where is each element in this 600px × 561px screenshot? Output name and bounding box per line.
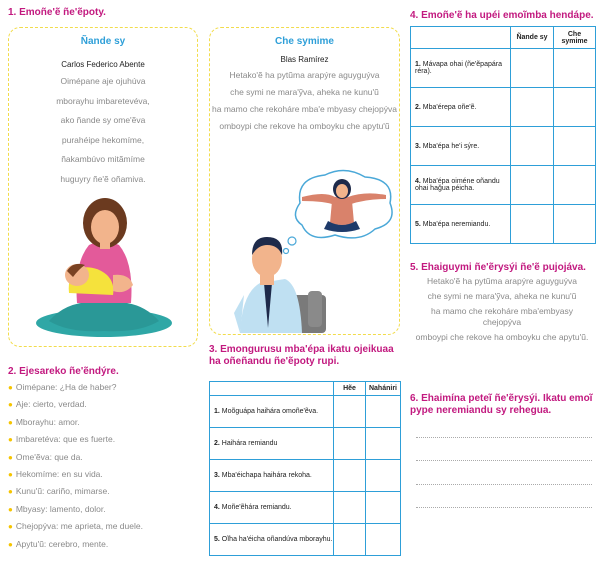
section2-title: 2. Ejesareko ñe'ẽndýre.: [8, 366, 119, 377]
row-number: 5.: [415, 220, 421, 228]
bullet-icon: ●: [8, 504, 13, 514]
section4-table: [410, 26, 596, 244]
glossary-text: Oimépane: ¿Ha de haber?: [15, 382, 117, 392]
row-text: Mba'érepa oñe'ẽ.: [422, 103, 477, 111]
glossary-text: Chejopýva: me aprieta, me duele.: [15, 521, 143, 532]
answer-cell[interactable]: [511, 205, 554, 244]
writing-line[interactable]: [416, 484, 592, 485]
glossary-item: [8, 503, 198, 520]
glossary-text: Mborayhu: amor.: [15, 416, 80, 427]
row-number: 4.: [415, 178, 421, 185]
table-row-label: [411, 49, 511, 88]
glossary-item: [8, 485, 198, 502]
row-text: Oĩha ha'éicha oñandúva mborayhu.: [221, 536, 333, 543]
row-number: 3.: [214, 472, 220, 479]
answer-cell[interactable]: [334, 396, 366, 428]
table-header: Che symime: [554, 27, 596, 49]
section1-title: 1. Emoñe'ẽ ñe'ẽpoty.: [8, 7, 106, 18]
poem1-line: ako ñande sy ome'ẽva: [60, 115, 146, 126]
section5-lines: [412, 276, 592, 347]
answer-cell[interactable]: [511, 166, 554, 205]
glossary-item: [8, 468, 198, 485]
poem1-title: Ñande sy: [80, 36, 126, 47]
table-row-label: [210, 396, 334, 428]
table-row-label: [411, 127, 511, 166]
poem1-line: huguyry ñe'ẽ oñamiva.: [60, 173, 146, 184]
answer-cell[interactable]: [366, 460, 401, 492]
answer-cell[interactable]: [511, 127, 554, 166]
poem2-lines: [210, 70, 399, 138]
table-row-label: [210, 428, 334, 460]
glossary-item: [8, 398, 198, 415]
poem1-lines: [13, 76, 193, 194]
poem2-author: Blas Ramírez: [280, 55, 329, 64]
section4-title: 4. Emoñe'ẽ ha upéi emoĩmba hendápe.: [410, 10, 594, 21]
table-row-label: [411, 205, 511, 244]
section5-line: Hetako'ẽ ha pytũma arapýre aguyguýva: [427, 276, 577, 286]
table-row-label: [210, 524, 334, 556]
glossary-item: [8, 538, 198, 555]
table-row-label: [210, 460, 334, 492]
table-row-label: [411, 88, 511, 127]
writing-line[interactable]: [416, 437, 592, 438]
poem2-line: ha mamo che rekoháre mba'e mbyasy chejopýva: [212, 104, 397, 114]
section3-title: 3. Emongurusu mba'épa ikatu ojeikuaa ha oñeñandu ñe'ẽpoty rupi.: [209, 344, 394, 367]
poem2-line: Hetako'ẽ ha pytũma arapýre aguyguýva: [229, 70, 380, 80]
section6-title: 6. Ehaimína peteĩ ñe'ẽrysýi. Ikatu emoĩ pype neremiandu sy rehegua.: [410, 393, 593, 416]
glossary-text: Aje: cierto, verdad.: [15, 399, 87, 410]
bullet-icon: ●: [8, 539, 13, 549]
poem1-card: [8, 27, 198, 347]
glossary-text: Imbaretéva: que es fuerte.: [15, 434, 116, 445]
bullet-icon: ●: [8, 383, 13, 392]
answer-cell[interactable]: [366, 492, 401, 524]
glossary-item: [8, 451, 198, 468]
table-row-label: [411, 166, 511, 205]
row-number: 2.: [214, 440, 220, 447]
glossary-item: [8, 433, 198, 450]
glossary-text: Hekomíme: en su vida.: [15, 468, 103, 479]
row-text: Mba'épa neremiandu.: [422, 220, 491, 228]
poem1-line: purahéipe hekomíme,: [61, 134, 145, 145]
glossary-text: Apytu'ũ: cerebro, mente.: [15, 538, 109, 549]
answer-cell[interactable]: [511, 88, 554, 127]
poem2-line: che symi ne mara'ỹva, aheka ne kunu'ũ: [230, 87, 379, 97]
answer-cell[interactable]: [554, 88, 596, 127]
glossary-list: [8, 381, 198, 555]
answer-cell[interactable]: [334, 492, 366, 524]
table-header: Nahániri: [366, 382, 401, 396]
bullet-icon: ●: [8, 522, 13, 532]
bullet-icon: ●: [8, 469, 13, 479]
section5-title: 5. Ehaiguymi ñe'ẽrysýi ñe'ẽ pujojáva.: [410, 262, 586, 273]
row-text: Moõguápa haihára omoñe'ẽva.: [221, 408, 319, 415]
answer-cell[interactable]: [334, 428, 366, 460]
answer-cell[interactable]: [554, 205, 596, 244]
bullet-icon: ●: [8, 487, 13, 497]
answer-cell[interactable]: [554, 49, 596, 88]
answer-cell[interactable]: [366, 428, 401, 460]
row-number: 3.: [415, 142, 421, 150]
row-text: Mba'éichapa haihára rekoha.: [221, 472, 312, 479]
row-number: 2.: [415, 103, 421, 111]
glossary-text: Kunu'ũ: cariño, mimarse.: [15, 486, 110, 497]
section5-line: che symi ne mara'ỹva, aheka ne kunu'ũ: [427, 291, 577, 301]
row-text: Mba'épa he'i sýre.: [422, 142, 480, 150]
table-row-label: [210, 492, 334, 524]
row-number: 1.: [214, 408, 220, 415]
poem1-line: ñakambúvo mitãmíme: [61, 154, 145, 165]
row-number: 1.: [415, 61, 421, 68]
man-thought-illustration: [230, 163, 400, 333]
poem2-line: omboypi che rekove ha omboyku che apytu'ũ: [219, 121, 390, 131]
row-text: Haihára remiandu: [221, 440, 278, 447]
answer-cell[interactable]: [366, 396, 401, 428]
table-header: Ñande sy: [511, 27, 554, 49]
answer-cell[interactable]: [334, 524, 366, 556]
section3-table: [209, 381, 401, 556]
section5-line: omboypi che rekove ha omboyku che apytu'ũ.: [415, 332, 589, 342]
poem2-card: [209, 27, 400, 335]
table-header: [411, 27, 511, 49]
row-text: Moñe'ẽhára remiandu.: [221, 504, 292, 511]
answer-cell[interactable]: [334, 460, 366, 492]
writing-line[interactable]: [416, 507, 592, 508]
table-header: Hẽe: [334, 382, 366, 396]
poem1-author: Carlos Federico Abente: [61, 60, 145, 69]
glossary-item: [8, 520, 198, 537]
row-text: Mávapa ohai (ñe'ẽpapára réra).: [415, 61, 502, 75]
poem1-line: Oimépane aje ojuhúva: [60, 76, 146, 86]
glossary-item: [8, 416, 198, 433]
mother-baby-illustration: [29, 183, 179, 343]
bullet-icon: ●: [8, 435, 13, 445]
row-text: Mba'épa oiméne oñandu ohai hağua péicha.: [415, 178, 500, 192]
bullet-icon: ●: [8, 452, 13, 462]
bullet-icon: ●: [8, 400, 13, 410]
glossary-text: Mbyasy: lamento, dolor.: [15, 503, 106, 514]
table-header: [210, 382, 334, 396]
answer-cell[interactable]: [554, 166, 596, 205]
answer-cell[interactable]: [366, 524, 401, 556]
bullet-icon: ●: [8, 417, 13, 427]
answer-cell[interactable]: [511, 49, 554, 88]
answer-cell[interactable]: [554, 127, 596, 166]
row-number: 5.: [214, 536, 220, 543]
section5-line: ha mamo che rekoháre mba'embyasy chejopýva: [431, 306, 573, 327]
poem2-title: Che symime: [275, 36, 334, 47]
glossary-item: [8, 381, 198, 398]
writing-line[interactable]: [416, 460, 592, 461]
poem1-line: mborayhu imbaretevéva,: [56, 95, 150, 106]
glossary-text: Ome'ẽva: que da.: [15, 451, 83, 462]
row-number: 4.: [214, 504, 220, 511]
